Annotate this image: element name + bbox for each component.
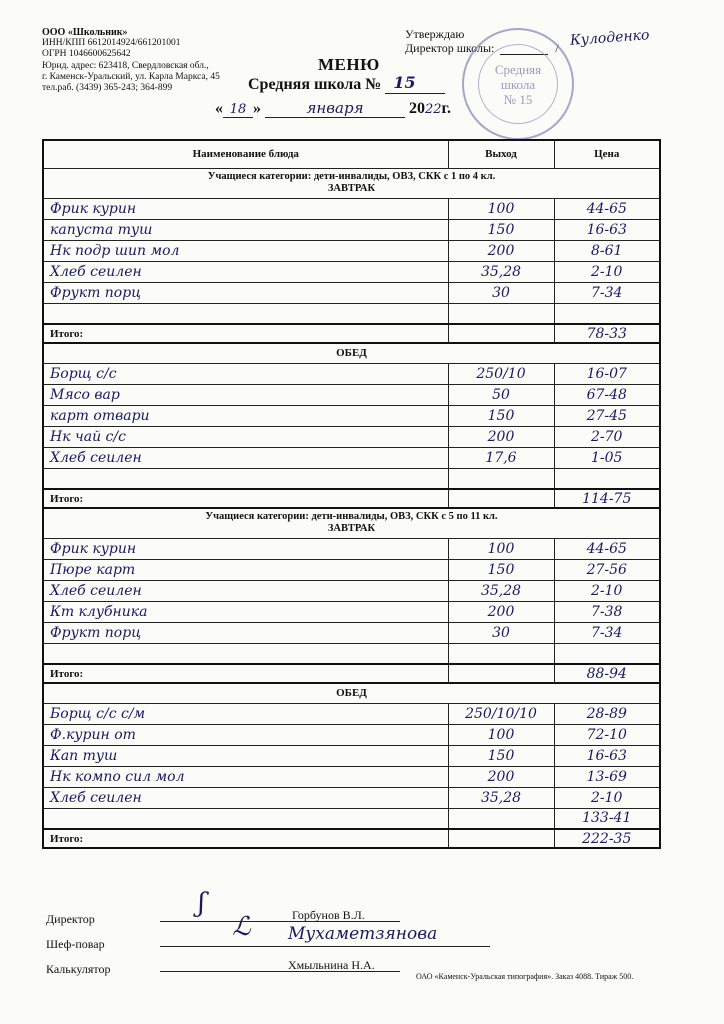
org-ogrn: ОГРН 1046600625642 — [42, 49, 131, 60]
dish-price: 16-63 — [554, 219, 660, 240]
signature-chef-label: Шеф-повар — [46, 937, 105, 951]
column-header-name: Наименование блюда — [43, 140, 448, 168]
dish-output: 150 — [448, 219, 554, 240]
dish-price: 133-41 — [554, 808, 660, 829]
table-row — [43, 703, 660, 724]
dish-name: капуста туш — [43, 219, 448, 240]
total-row — [43, 829, 660, 848]
signature-director-label: Директор — [46, 912, 95, 926]
dish-output: 200 — [448, 240, 554, 261]
dish-output — [448, 468, 554, 489]
dish-name: Нк чай с/с — [43, 426, 448, 447]
total-price: 114-75 — [554, 489, 660, 508]
dish-output: 200 — [448, 766, 554, 787]
total-output-empty — [448, 829, 554, 848]
dish-price: 72-10 — [554, 724, 660, 745]
director-label: Директор школы: — [405, 41, 495, 55]
org-address-2: г. Каменск-Уральский, ул. Карла Маркса, 45 — [42, 71, 220, 82]
dish-output: 250/10 — [448, 363, 554, 384]
org-address-1: Юрид. адрес: 623418, Свердловская обл., — [42, 60, 209, 71]
date-year: 22 — [425, 102, 442, 117]
total-label: Итого: — [43, 664, 448, 683]
dish-name: Борщ с/с — [43, 363, 448, 384]
dish-output: 200 — [448, 426, 554, 447]
total-row — [43, 664, 660, 683]
dish-output: 17,6 — [448, 447, 554, 468]
dish-name: Хлеб сеилен — [43, 447, 448, 468]
dish-price: 8-61 — [554, 240, 660, 261]
section-label: ЗАВТРАК — [327, 523, 376, 535]
dish-output — [448, 643, 554, 664]
total-output-empty — [448, 324, 554, 343]
dish-price: 1-05 — [554, 447, 660, 468]
dish-name: Фрукт порц — [43, 622, 448, 643]
approval-label: Утверждаю — [405, 27, 465, 41]
signature-calculator-label: Калькулятор — [46, 962, 111, 976]
stamp-line-1: Средняя — [494, 61, 542, 77]
category-label: Учащиеся категории: дети-инвалиды, ОВЗ, СКК с 1 по 4 кл. — [207, 171, 496, 182]
dish-price: 2-10 — [554, 261, 660, 282]
dish-price: 7-34 — [554, 282, 660, 303]
table-row — [43, 219, 660, 240]
dish-output: 150 — [448, 405, 554, 426]
dish-output: 35,28 — [448, 261, 554, 282]
total-label: Итого: — [43, 829, 448, 848]
dish-name: Мясо вар — [43, 384, 448, 405]
table-row — [43, 724, 660, 745]
school-stamp — [462, 28, 574, 140]
dish-price: 7-38 — [554, 601, 660, 622]
table-row — [43, 808, 660, 829]
organization-block — [42, 27, 220, 94]
signature-chef-scrawl: ℒ — [232, 912, 251, 942]
dish-name: карт отвари — [43, 405, 448, 426]
total-price: 222-35 — [554, 829, 660, 848]
school-line — [248, 73, 445, 94]
table-row — [43, 622, 660, 643]
category-header — [43, 168, 660, 198]
total-output-empty — [448, 489, 554, 508]
dish-name: Борщ с/с с/м — [43, 703, 448, 724]
table-row — [43, 468, 660, 489]
dish-price — [554, 468, 660, 489]
signature-director-scrawl: ʃ — [198, 888, 206, 918]
printer-info: ОАО «Каменск-Уральская типография». Заказ 4088. Тираж 500. — [416, 972, 634, 981]
table-header-row — [43, 140, 660, 168]
total-output-empty — [448, 664, 554, 683]
dish-price: 13-69 — [554, 766, 660, 787]
dish-output: 100 — [448, 538, 554, 559]
dish-name — [43, 303, 448, 324]
dish-price: 27-56 — [554, 559, 660, 580]
page-title: МЕНЮ — [318, 55, 380, 74]
table-row — [43, 559, 660, 580]
dish-output — [448, 303, 554, 324]
table-row — [43, 303, 660, 324]
dish-output: 35,28 — [448, 787, 554, 808]
dish-output: 250/10/10 — [448, 703, 554, 724]
dish-name: Нк компо сил мол — [43, 766, 448, 787]
section-label: ОБЕД — [43, 683, 660, 703]
dish-price: 16-63 — [554, 745, 660, 766]
dish-output: 30 — [448, 282, 554, 303]
dish-output — [448, 808, 554, 829]
dish-name: Хлеб сеилен — [43, 580, 448, 601]
dish-name — [43, 643, 448, 664]
dish-price: 28-89 — [554, 703, 660, 724]
dish-name: Хлеб сеилен — [43, 261, 448, 282]
dish-price — [554, 303, 660, 324]
total-row — [43, 489, 660, 508]
dish-name — [43, 468, 448, 489]
dish-output: 200 — [448, 601, 554, 622]
dish-name: Кт клубника — [43, 601, 448, 622]
table-row — [43, 363, 660, 384]
total-price: 88-94 — [554, 664, 660, 683]
signature-director-name: Горбунов В.Л. — [292, 908, 365, 922]
menu-table — [42, 139, 661, 849]
table-row — [43, 580, 660, 601]
column-header-price: Цена — [554, 140, 660, 168]
category-label: Учащиеся категории: дети-инвалиды, ОВЗ, СКК с 5 по 11 кл. — [205, 511, 498, 523]
school-label: Средняя школа № — [248, 76, 382, 93]
dish-price — [554, 643, 660, 664]
section-label: ЗАВТРАК — [327, 183, 376, 194]
section-header-row — [43, 168, 660, 198]
organization-name: ООО «Школьник» — [42, 27, 128, 38]
org-phone: тел.раб. (3439) 365-243; 364-899 — [42, 83, 173, 94]
dish-name: Нк подр шип мол — [43, 240, 448, 261]
approval-block: Утверждаю Директор школы: / — [405, 27, 563, 55]
date-day: 18 — [223, 102, 253, 118]
dish-output: 35,28 — [448, 580, 554, 601]
total-price: 78-33 — [554, 324, 660, 343]
dish-name: Ф.курин от — [43, 724, 448, 745]
table-row — [43, 261, 660, 282]
table-row — [43, 643, 660, 664]
dish-output: 150 — [448, 559, 554, 580]
table-row — [43, 745, 660, 766]
dish-name: Фрик курин — [43, 538, 448, 559]
dish-name: Пюре карт — [43, 559, 448, 580]
date-month: января — [265, 99, 405, 118]
dish-price: 27-45 — [554, 405, 660, 426]
dish-output: 100 — [448, 198, 554, 219]
dish-price: 44-65 — [554, 538, 660, 559]
table-row — [43, 198, 660, 219]
section-label: ОБЕД — [43, 343, 660, 363]
table-row — [43, 282, 660, 303]
table-row — [43, 384, 660, 405]
total-label: Итого: — [43, 324, 448, 343]
dish-price: 2-70 — [554, 426, 660, 447]
stamp-line-3: № 15 — [503, 91, 533, 107]
dish-price: 67-48 — [554, 384, 660, 405]
dish-name: Кап туш — [43, 745, 448, 766]
dish-price: 7-34 — [554, 622, 660, 643]
signature-calculator-name: Хмыльнина Н.А. — [288, 958, 375, 972]
menu-date: « 18 » января 2022г. — [215, 99, 452, 117]
dish-name: Фрик курин — [43, 198, 448, 219]
total-label: Итого: — [43, 489, 448, 508]
dish-name: Фрукт порц — [43, 282, 448, 303]
dish-price: 2-10 — [554, 580, 660, 601]
total-row — [43, 324, 660, 343]
category-header — [43, 508, 660, 538]
dish-output: 100 — [448, 724, 554, 745]
section-header-row — [43, 508, 660, 538]
director-handwritten-name: Кулоденко — [569, 27, 650, 49]
table-row — [43, 447, 660, 468]
table-row — [43, 766, 660, 787]
section-header-row — [43, 343, 660, 363]
table-row — [43, 240, 660, 261]
dish-price: 44-65 — [554, 198, 660, 219]
section-header-row — [43, 683, 660, 703]
dish-price: 2-10 — [554, 787, 660, 808]
org-inn: ИНН/КПП 6612014924/661201001 — [42, 38, 181, 49]
table-row — [43, 405, 660, 426]
dish-output: 30 — [448, 622, 554, 643]
dish-price: 16-07 — [554, 363, 660, 384]
column-header-output: Выход — [448, 140, 554, 168]
table-row — [43, 601, 660, 622]
dish-name: Хлеб сеилен — [43, 787, 448, 808]
school-number: 15 — [393, 73, 416, 92]
table-row — [43, 538, 660, 559]
dish-output: 150 — [448, 745, 554, 766]
stamp-line-2: школа — [500, 76, 536, 92]
dish-output: 50 — [448, 384, 554, 405]
dish-name — [43, 808, 448, 829]
signature-chef-name: Мухаметзянова — [288, 924, 438, 944]
table-row — [43, 426, 660, 447]
table-row — [43, 787, 660, 808]
